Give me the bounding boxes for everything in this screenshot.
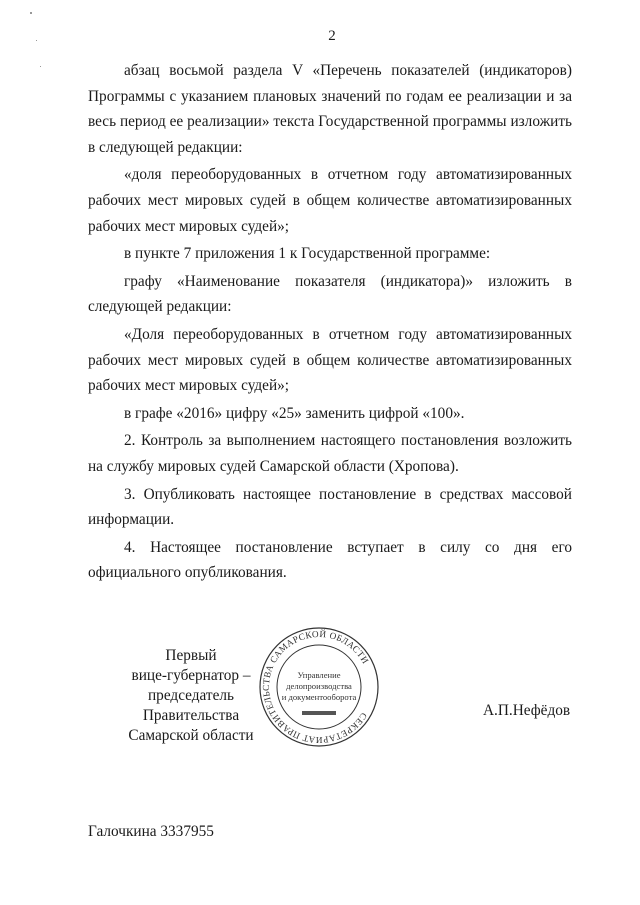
executor-footer: Галочкина 3337955 (88, 823, 214, 840)
stamp-smudge (302, 711, 336, 715)
signatory-position (108, 646, 274, 746)
position-line: председатель Правительства (142, 687, 240, 724)
position-line: вице-губернатор – (131, 667, 251, 684)
paragraph-item-3: 3. Опубликовать настоящее постановление в средствах массовой информации. (88, 485, 572, 529)
paragraph-appendix: в пункте 7 приложения 1 к Государственной программе: (124, 245, 491, 263)
signatory-name: А.П.Нефёдов (483, 702, 571, 719)
stamp-line: и документооборота (281, 692, 357, 702)
paragraph-item-4: 4. Настоящее постановление вступает в силу со дня его официального опубликования. (88, 538, 572, 582)
paragraph-amendment-intro: абзац восьмой раздела V «Перечень показателей (индикаторов) Программы с указанием плановых значений по годам ее реализации и за весь период ее реализации» текста Государственной программы изложить в следующей редакции: (88, 62, 572, 156)
paragraph-figure-replace: в графе «2016» цифру «25» заменить цифрой «100». (124, 404, 465, 422)
scan-speck (40, 66, 41, 67)
official-stamp (258, 626, 380, 748)
stamp-ring-text: СЕКРЕТАРИАТ ПРАВИТЕЛЬСТВА САМАРСКОЙ ОБЛАСТИ (260, 628, 371, 746)
page-number: 2 (328, 28, 336, 44)
position-line: Первый (165, 647, 217, 664)
paragraph-quote-2: «Доля переоборудованных в отчетном году автоматизированных рабочих мест мировых судей в общем количестве автоматизированных рабочих мест мировых судей»; (88, 325, 572, 395)
scan-speck (30, 12, 32, 14)
paragraph-item-2: 2. Контроль за выполнением настоящего постановления возложить на службу мировых судей Самарской области (Хропова). (88, 432, 572, 475)
paragraph-quote-1: «доля переоборудованных в отчетном году автоматизированных рабочих мест мировых судей в общем количестве автоматизированных рабочих мест мировых судей»; (88, 166, 572, 235)
position-line: Самарской области (128, 727, 254, 744)
document-body (88, 58, 572, 586)
stamp-line: Управление (297, 670, 341, 680)
stamp-line: делопроизводства (286, 681, 352, 691)
paragraph-column: графу «Наименование показателя (индикатора)» изложить в следующей редакции: (88, 272, 572, 316)
scan-speck (36, 40, 37, 41)
